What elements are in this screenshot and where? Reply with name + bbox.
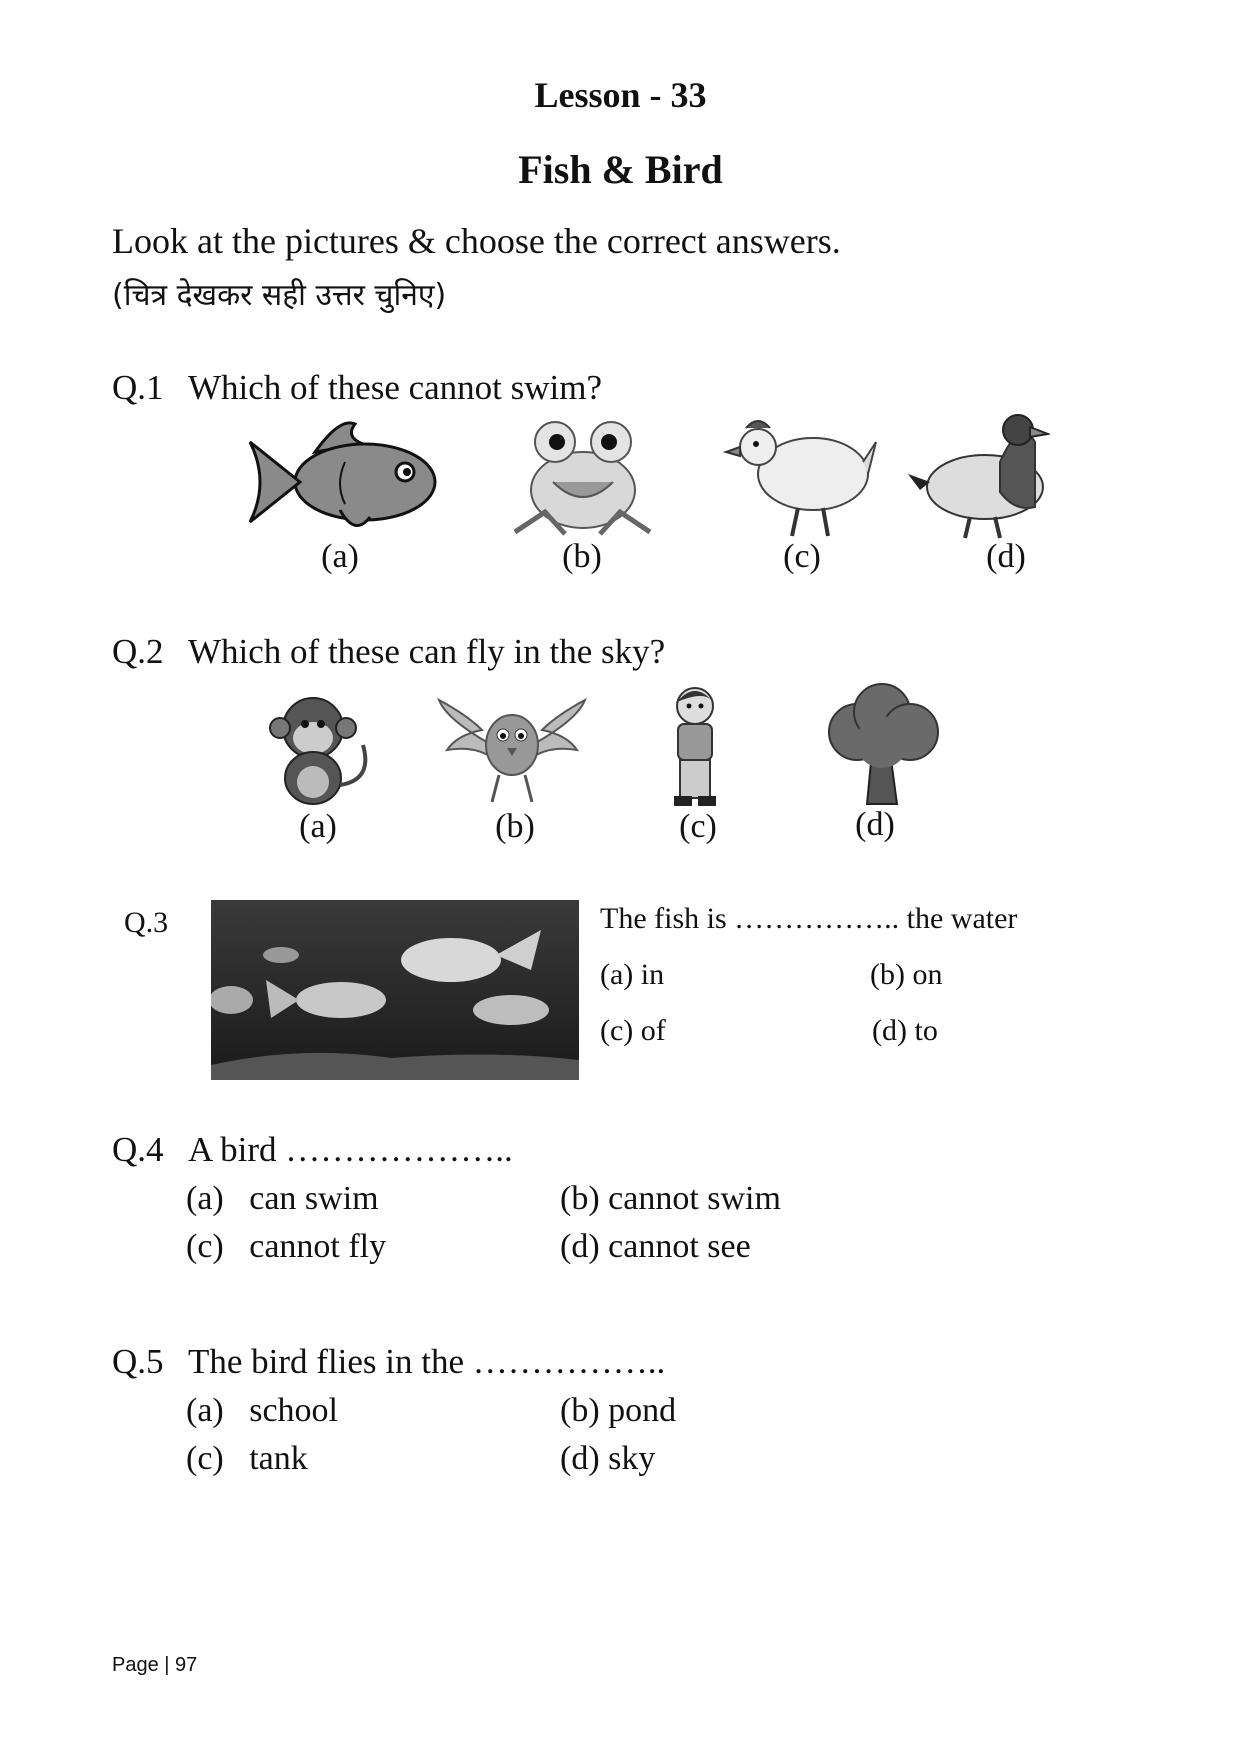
- duck-picture: [900, 412, 1050, 540]
- question-number: Q.2: [112, 632, 164, 671]
- instruction-hindi: (चित्र देखकर सही उत्तर चुनिए): [112, 278, 447, 313]
- question-number: Q.5: [112, 1342, 164, 1381]
- tree-picture: [822, 682, 942, 808]
- q1-label-a: (a): [321, 538, 359, 575]
- monkey-picture: [268, 690, 378, 808]
- q5-option-d: (d) sky: [560, 1440, 656, 1477]
- fish-picture: [245, 412, 445, 542]
- q3-option-c: (c) of: [600, 1014, 666, 1047]
- question-2: [112, 632, 665, 672]
- q4-option-d: (d) cannot see: [560, 1228, 751, 1265]
- page-title: Fish & Bird: [518, 147, 723, 192]
- question-5: [112, 1342, 665, 1382]
- q3-option-d: (d) to: [872, 1014, 938, 1047]
- question-3-number: Q.3: [124, 906, 169, 939]
- q2-label-d: (d): [855, 806, 895, 843]
- question-1: [112, 368, 602, 408]
- boy-picture: [660, 682, 730, 812]
- q2-label-c: (c): [679, 808, 717, 845]
- q1-label-d: (d): [986, 538, 1026, 575]
- q4-option-a: (a) can swim: [186, 1180, 379, 1217]
- fish-tank-photo: [211, 900, 579, 1080]
- instruction: Look at the pictures & choose the correct answers.: [112, 221, 841, 261]
- page-footer: Page | 97: [112, 1654, 198, 1676]
- bird-picture: [437, 690, 587, 808]
- q4-option-b: (b) cannot swim: [560, 1180, 781, 1217]
- q1-label-b: (b): [562, 538, 602, 575]
- q3-option-a: (a) in: [600, 958, 665, 991]
- frog-picture: [505, 412, 660, 540]
- q1-label-c: (c): [783, 538, 821, 575]
- q5-option-b: (b) pond: [560, 1392, 677, 1429]
- q5-option-c: (c) tank: [186, 1440, 308, 1477]
- q3-option-b: (b) on: [870, 958, 943, 991]
- q2-label-a: (a): [299, 808, 337, 845]
- question-4: [112, 1130, 513, 1170]
- question-number: Q.1: [112, 368, 164, 407]
- question-text: A bird ………………..: [188, 1130, 513, 1169]
- hen-picture: [718, 412, 878, 540]
- q2-label-b: (b): [495, 808, 535, 845]
- question-text: The bird flies in the ……………..: [188, 1342, 666, 1381]
- q5-option-a: (a) school: [186, 1392, 339, 1429]
- question-number: Q.4: [112, 1130, 164, 1169]
- lesson-heading: Lesson - 33: [534, 75, 707, 115]
- question-text: Which of these cannot swim?: [188, 368, 603, 407]
- q4-option-c: (c) cannot fly: [186, 1228, 387, 1265]
- question-3-text: The fish is …………….. the water: [600, 902, 1018, 935]
- question-text: Which of these can fly in the sky?: [188, 632, 666, 671]
